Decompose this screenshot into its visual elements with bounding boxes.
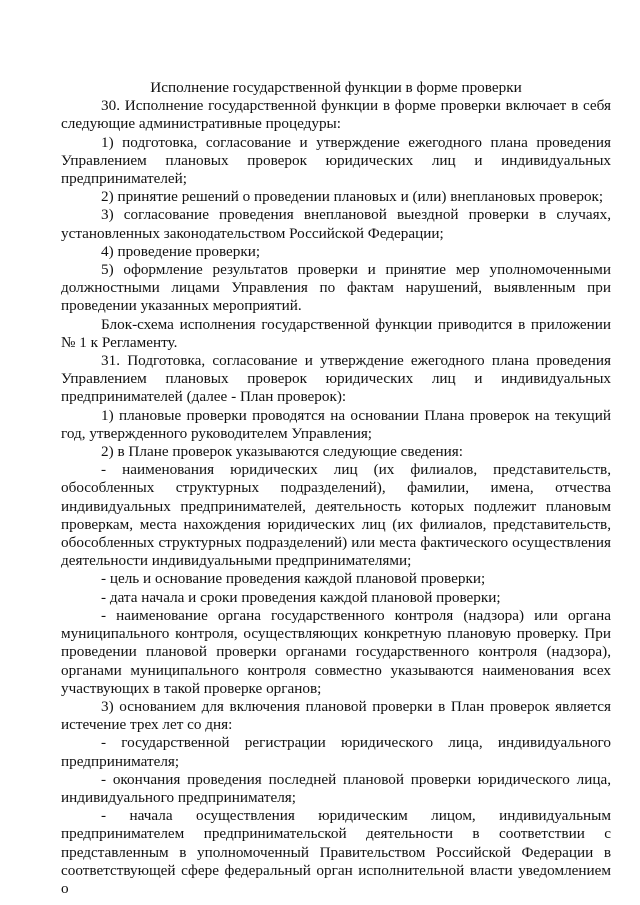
paragraph-31-item-2-bullet-4: - наименование органа государственного контроля (надзора) или органа муниципального контроля, осуществляющих конкретную плановую проверку. При проведении плановой проверки органами государственного контроля (надзора), органами муниципального контроля совместно указываются наименования всех участвующих в такой проверке органов; xyxy=(61,606,611,697)
section-heading: Исполнение государственной функции в форме проверки xyxy=(150,79,522,96)
paragraph-31-item-2-bullet-3: - дата начала и сроки проведения каждой плановой проверки; xyxy=(101,588,501,606)
paragraph-30-item-1: 1) подготовка, согласование и утверждение ежегодного плана проведения Управлением плановых проверок юридических лиц и индивидуальных предпринимателей; xyxy=(61,133,611,188)
paragraph-30-item-4: 4) проведение проверки; xyxy=(101,242,261,260)
paragraph-31-intro: 31. Подготовка, согласование и утверждение ежегодного плана проведения Управлением плановых проверок юридических лиц и индивидуальных предпринимателей (далее - План проверок): xyxy=(61,352,611,406)
document-page xyxy=(61,79,611,898)
paragraph-31-item-2-bullet-1: - наименования юридических лиц (их филиалов, представительств, обособленных структурных подразделений), фамилии, имена, отчества индивидуальных предпринимателей, деятельность которых подлежит плановым проверкам, места нахождения юридических лиц (их филиалов, представительств, обособленных структурных подразделений) или места фактического осуществления деятельности индивидуальными предпринимателями; xyxy=(61,461,611,570)
paragraph-31-item-3: 3) основанием для включения плановой проверки в План проверок является истечение трех лет со дня: xyxy=(61,697,611,734)
paragraph-flowchart-note: Блок-схема исполнения государственной функции приводится в приложении № 1 к Регламенту. xyxy=(61,315,611,351)
paragraph-30-item-2: 2) принятие решений о проведении плановых и (или) внеплановых проверок; xyxy=(101,188,604,206)
paragraph-31-item-2: 2) в Плане проверок указываются следующие сведения: xyxy=(101,443,463,461)
paragraph-30-intro: 30. Исполнение государственной функции в форме проверки включает в себя следующие административные процедуры: xyxy=(61,97,611,133)
paragraph-31-item-3-bullet-3: - начала осуществления юридическим лицом, индивидуальным предпринимателем предпринимательской деятельности в соответствии с представленным в уполномоченный Правительством Российской Федерации в соответствующей сфере федеральный орган исполнительной власти уведомлением о xyxy=(61,807,611,897)
paragraph-31-item-1: 1) плановые проверки проводятся на основании Плана проверок на текущий год, утвержденного руководителем Управления; xyxy=(61,406,611,442)
paragraph-31-item-2-bullet-2: - цель и основание проведения каждой плановой проверки; xyxy=(101,570,486,588)
paragraph-31-item-3-bullet-2: - окончания проведения последней плановой проверки юридического лица, индивидуального предпринимателя; xyxy=(61,770,611,806)
paragraph-30-item-5: 5) оформление результатов проверки и принятие мер уполномоченными должностными лицами Управления по фактам нарушений, выявленным при проведении указанных мероприятий. xyxy=(61,261,611,315)
paragraph-31-item-3-bullet-1: - государственной регистрации юридического лица, индивидуального предпринимателя; xyxy=(61,734,611,770)
paragraph-30-item-3: 3) согласование проведения внеплановой выездной проверки в случаях, установленных законодательством Российской Федерации; xyxy=(61,206,611,242)
